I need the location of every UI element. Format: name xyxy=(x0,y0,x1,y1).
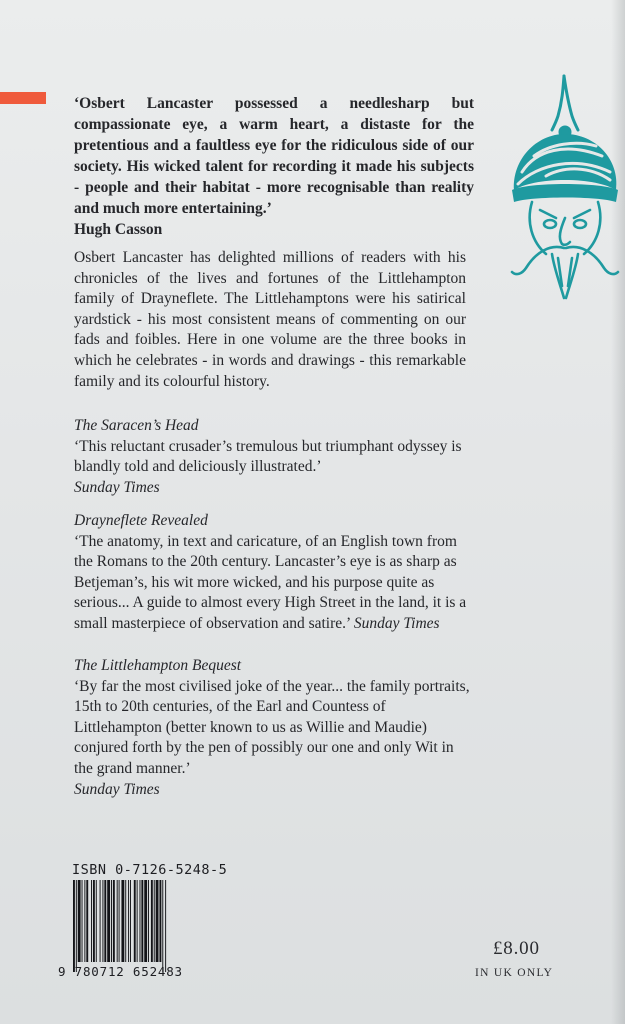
isbn-number: ISBN 0-7126-5248-5 xyxy=(72,862,228,878)
barcode-digits: 9 780712 652483 xyxy=(58,964,183,979)
barcode-bar xyxy=(111,880,112,962)
barcode-bar xyxy=(159,880,161,962)
barcode-bar xyxy=(113,880,115,962)
barcode-bar xyxy=(107,880,110,962)
barcode-bar xyxy=(100,880,101,962)
barcode-bar xyxy=(93,880,95,962)
review-book-title: Drayneflete Revealed xyxy=(74,512,208,529)
barcode-bar xyxy=(141,880,143,962)
barcode-bar xyxy=(117,880,118,962)
barcode-bar xyxy=(73,880,75,972)
review-saracens-head xyxy=(74,416,470,498)
barcode-bar xyxy=(156,880,159,962)
hugh-casson-quote xyxy=(74,93,474,240)
barcode-bar xyxy=(162,880,163,972)
review-source: Sunday Times xyxy=(74,478,160,496)
quote-attribution: Hugh Casson xyxy=(74,221,163,238)
review-source: Sunday Times xyxy=(74,780,160,798)
review-drayneflete-revealed xyxy=(74,511,470,635)
barcode-bar xyxy=(96,880,97,962)
barcode xyxy=(72,880,196,976)
barcode-bar xyxy=(148,880,149,962)
barcode-bar xyxy=(128,880,129,962)
price: £8.00 xyxy=(493,938,540,959)
barcode-bar xyxy=(144,880,147,962)
book-description xyxy=(74,248,466,392)
barcode-bar xyxy=(165,880,166,972)
red-accent-bar xyxy=(0,92,46,104)
barcode-bar xyxy=(130,880,131,962)
barcode-bar xyxy=(102,880,103,962)
barcode-bar xyxy=(125,880,126,962)
quote-text: ‘Osbert Lancaster possessed a needlesharp but compassionate eye, a warm heart, a distaste for the pretentious and a faultless eye for the ridiculous side of our society. His wicked talent for recording it made his subjects - people and their habitat - more recognisable than reality and much more entertaining.’ xyxy=(74,95,474,217)
barcode-bar xyxy=(76,880,77,972)
barcode-bar xyxy=(121,880,124,962)
review-source: Sunday Times xyxy=(353,614,440,632)
review-book-title: The Littlehampton Bequest xyxy=(74,657,242,674)
barcode-bar xyxy=(91,880,92,962)
barcode-bar xyxy=(137,880,138,962)
review-text: ‘By far the most civilised joke of the year... the family portraits, 15th to 20th centuries, of the Earl and Countess of Littlehampton (better known to us as Willie and Maudie) conjured forth by the pen of possibly our one and only Wit in the grand manner.’ xyxy=(74,677,470,777)
barcode-bar xyxy=(134,880,136,962)
turbaned-saracen-head-icon xyxy=(506,72,624,302)
review-book-title: The Saracen’s Head xyxy=(74,417,199,434)
barcode-bar xyxy=(154,880,155,962)
review-littlehampton-bequest xyxy=(74,656,470,800)
review-text: ‘The anatomy, in text and caricature, of an English town from the Romans to the 20th century. Lancaster’s eye is as sharp as Betjeman’s, his wit more wicked, and his purpose quite as serious... A guide to almost every High Street in the land, it is a small masterpiece of observation and satire.’ xyxy=(74,532,467,632)
barcode-bar xyxy=(104,880,106,962)
barcode-bar xyxy=(78,880,81,962)
barcode-bar xyxy=(140,880,141,962)
price-note: IN UK ONLY xyxy=(475,967,554,979)
review-text: ‘This reluctant crusader’s tremulous but triumphant odyssey is blandly told and deliciously illustrated.’ xyxy=(74,437,462,476)
description-paragraph: Osbert Lancaster has delighted millions of readers with his chronicles of the lives and fortunes of the Littlehampton family of Drayneflete. The Littlehamptons were his satirical yardstick - his most consistent means of commenting on our fads and foibles. Here in one volume are the three books in which he celebrates - in words and drawings - this remarkable family and its colourful history. xyxy=(74,249,466,390)
barcode-bar xyxy=(86,880,88,962)
barcode-bar xyxy=(151,880,153,962)
barcode-bar xyxy=(84,880,85,962)
barcode-bar xyxy=(119,880,120,962)
barcode-bar xyxy=(82,880,83,962)
